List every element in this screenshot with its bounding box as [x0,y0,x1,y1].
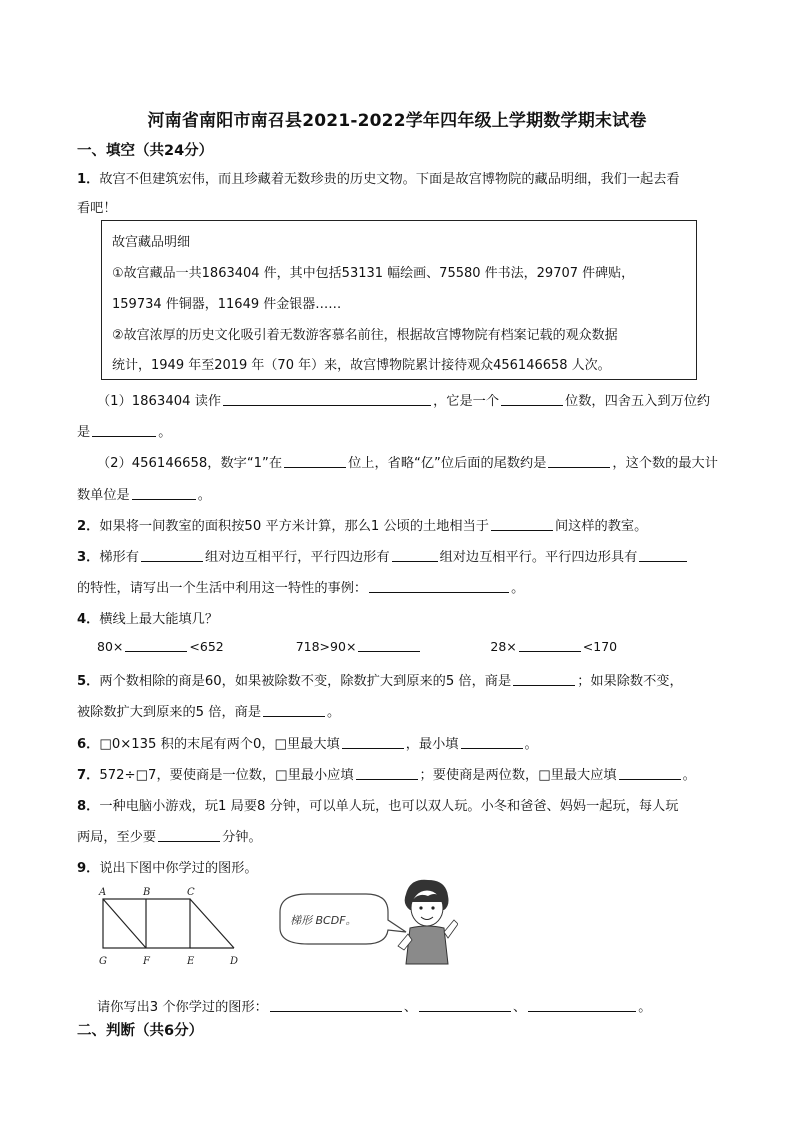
answer-blank[interactable] [513,673,575,686]
q5-text: 两个数相除的商是60，如果被除数不变，除数扩大到原来的5 倍，商是 [99,674,512,689]
section-fill-in: 一、填空（共24分） [77,143,214,159]
figure-lines [103,899,234,948]
q4-items [97,639,767,654]
q1-sub1-text2: ，它是一个 [433,394,500,409]
answer-blank[interactable] [125,639,187,652]
answer-blank[interactable] [369,580,509,593]
q3-cont [77,577,747,596]
q1-sub1 [97,390,767,409]
q3-text3: 组对边互相平行。平行四边形具有 [439,550,638,565]
q2-text2: 间这样的教室。 [555,519,648,534]
q9-end: 。 [638,1000,652,1015]
label-c: C [187,887,195,898]
label-a: A [99,887,107,898]
answer-blank[interactable] [419,999,511,1012]
label-f: F [143,956,150,967]
answer-blank[interactable] [270,999,402,1012]
answer-blank[interactable] [639,549,687,562]
box-para2: ②故宫浓厚的历史文化吸引着无数游客慕名前往，根据故宫博物院有档案记载的观众数据 [112,328,618,343]
section-judgement: 二、判断（共6分） [77,1023,204,1039]
q5-end: 。 [327,705,341,720]
box-para1: ①故宫藏品一共1863404 件，其中包括53131 幅绘画、75580 件书法，29707 件碑贴， [112,266,635,281]
q1-sub2-text3: ，这个数的最大计 [612,456,718,471]
q1-sub1-text: （1）1863404 读作 [97,394,222,409]
box-para2-cont: 统计，1949 年至2019 年（70 年）来，故宫博物院累计接待观众456146658 人次。 [112,358,611,373]
q7-text2: ；要使商是两位数，□里最大应填 [419,768,617,783]
q1-sub2-text4: 数单位是 [77,488,130,503]
q8-cont [77,826,747,845]
answer-blank[interactable] [461,736,523,749]
page-title: 河南省南阳市南召县2021-2022学年四年级上学期数学期末试卷 [147,111,647,131]
q9-number: 9． [77,861,100,876]
q1-line2 [77,197,747,216]
q1-sub2-text: （2）456146658，数字“1”在 [97,456,283,471]
answer-blank[interactable] [356,767,418,780]
q4-item3-end: <170 [582,639,618,654]
q2 [77,515,747,534]
collection-info-box [101,220,697,380]
q5-text3: 被除数扩大到原来的5 倍，商是 [77,705,262,720]
slant-line [190,899,234,948]
q2-number: 2． [77,519,100,534]
q9-text: 说出下图中你学过的图形。 [99,861,258,876]
label-b: B [143,887,151,898]
q3-number: 3． [77,550,100,565]
answer-blank[interactable] [519,639,581,652]
q1-text: 故宫不但建筑宏伟，而且珍藏着无数珍贵的历史文物。下面是故宫博物院的藏品明细，我们一起去看 [99,172,680,187]
q6-text2: ，最小填 [405,737,459,752]
separator: 、 [513,1000,527,1015]
q3 [77,546,747,565]
q1-sub1-text3: 位数，四舍五入到万位约 [565,394,711,409]
q5-number: 5． [77,674,100,689]
answer-blank[interactable] [92,424,156,437]
answer-blank[interactable] [132,487,196,500]
q8-text2: 两局，至少要 [77,830,157,845]
bubble-text: 梯形 BCDF。 [290,914,357,927]
answer-blank[interactable] [548,455,610,468]
geometry-figure [96,886,246,976]
answer-blank[interactable] [342,736,404,749]
speech-illustration [268,872,458,972]
q6-number: 6． [77,737,100,752]
q3-end: 。 [511,581,525,596]
q1-sub2-cont [77,484,747,503]
separator: 、 [403,1000,418,1015]
q9-answer [97,996,767,1015]
answer-blank[interactable] [223,393,431,406]
q4-item1-end: <652 [189,639,224,654]
q8-number: 8． [77,799,100,814]
q2-text: 如果将一间教室的面积按50 平方米计算，那么1 公顷的土地相当于 [99,519,489,534]
q6-end: 。 [524,737,538,752]
q7-number: 7． [77,768,100,783]
answer-blank[interactable] [619,767,681,780]
q1-line1 [77,168,747,187]
answer-blank[interactable] [528,999,636,1012]
q4 [77,608,747,627]
q7-text: 572÷□7，要使商是一位数，□里最小应填 [99,768,354,783]
q1-sub2-text2: 位上，省略“亿”位后面的尾数约是 [348,456,547,471]
boy-icon [398,880,458,964]
q5 [77,670,747,689]
q1-sub2 [97,452,767,471]
q1-sub1-cont [77,421,747,440]
answer-blank[interactable] [263,704,325,717]
q1-sub1-text4: 是 [77,425,91,440]
q3-text2: 组对边互相平行，平行四边形有 [204,550,390,565]
q4-item2: 718>90× [295,639,357,654]
q5-text2: ；如果除数不变， [577,674,683,689]
label-d: D [230,956,239,967]
q1-text-cont: 看吧！ [77,201,117,216]
answer-blank[interactable] [358,639,420,652]
answer-blank[interactable] [158,829,220,842]
answer-blank[interactable] [392,549,438,562]
q5-cont [77,701,747,720]
q1-sub1-end: 。 [158,425,172,440]
q6 [77,733,747,752]
q1-number: 1． [77,172,100,187]
q3-text: 梯形有 [99,550,139,565]
q4-item1: 80× [97,639,124,654]
diagonal-line [103,899,146,948]
box-heading: 故宫藏品明细 [112,235,191,250]
q8-end: 分钟。 [222,830,262,845]
q9-answer-text: 请你写出3 个你学过的图形： [97,1000,268,1015]
q8-text: 一种电脑小游戏，玩1 局要8 分钟，可以单人玩，也可以双人玩。小冬和爸爸、妈妈一起玩，每人玩 [99,799,679,814]
label-e: E [187,956,195,967]
answer-blank[interactable] [501,393,563,406]
q4-item3: 28× [490,639,517,654]
answer-blank[interactable] [491,518,553,531]
q7 [77,764,747,783]
q4-text: 横线上最大能填几？ [99,612,219,627]
q8 [77,795,747,814]
q3-text4: 的特性，请写出一个生活中利用这一特性的事例： [77,581,368,596]
q7-end: 。 [682,768,696,783]
q4-number: 4． [77,612,100,627]
q6-text: □0×135 积的末尾有两个0，□里最大填 [99,737,340,752]
box-para1-cont: 159734 件铜器，11649 件金银器…… [112,297,342,312]
label-g: G [99,956,107,967]
answer-blank[interactable] [141,549,203,562]
q1-sub2-end: 。 [197,488,211,503]
answer-blank[interactable] [284,455,346,468]
